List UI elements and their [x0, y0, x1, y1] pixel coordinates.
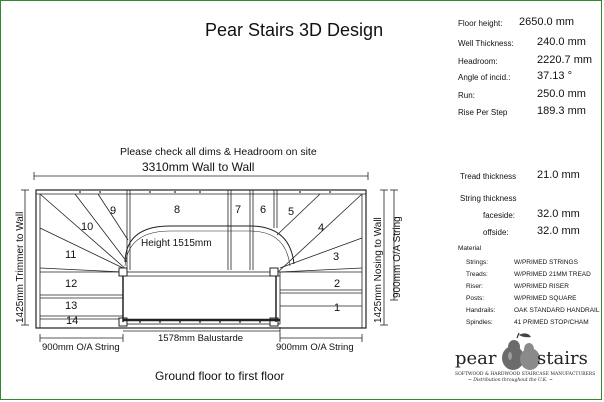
step-number: 7	[235, 204, 242, 216]
spec-label: Headroom:	[458, 57, 498, 66]
material-label: Treads:	[466, 271, 488, 278]
logo-subline: SOFTWOOD & HARDWOOD STAIRCASE MANUFACTURERS	[455, 372, 596, 377]
material-value: OAK STANDARD HANDRAIL	[514, 307, 600, 314]
step-number: 14	[66, 315, 79, 327]
right-string-dimension: 900mm O/A String	[392, 216, 403, 298]
offside-value: 32.0 mm	[537, 225, 580, 237]
wall-to-wall-dimension: 3310mm Wall to Wall	[142, 160, 255, 174]
spec-label: Rise Per Step	[458, 108, 508, 117]
logo-word-stairs: stairs	[537, 348, 588, 369]
step-number: 11	[65, 249, 77, 261]
spec-value: 250.0 mm	[537, 88, 586, 100]
material-value: 41 PRIMED STOP/CHAM	[514, 319, 589, 326]
material-label: Posts:	[466, 295, 485, 302]
material-label: Handrails:	[466, 307, 496, 314]
balustrade-dimension: 1578mm Balustarde	[158, 333, 244, 344]
page-title: Pear Stairs 3D Design	[205, 20, 384, 40]
material-label: Spindles:	[466, 319, 493, 326]
logo-tagline: ~ Distribution throughout the U.K. ~	[468, 378, 553, 383]
spec-value: 240.0 mm	[537, 36, 586, 48]
material-label: Strings:	[466, 259, 489, 266]
floor-caption: Ground floor to first floor	[155, 369, 285, 383]
bottom-left-string-dimension: 900mm O/A String	[42, 342, 120, 353]
step-number: 5	[288, 206, 295, 218]
step-number: 9	[110, 205, 117, 217]
nosing-dimension: 1425mm Nosing to Wall	[373, 217, 384, 323]
step-number: 12	[65, 278, 78, 290]
faceside-value: 32.0 mm	[537, 208, 580, 220]
step-number: 13	[65, 300, 78, 312]
material-value: W/PRIMED STRINGS	[514, 259, 578, 266]
spec-label: Floor height:	[458, 19, 503, 28]
material-value: W/PRIMED 21MM TREAD	[514, 271, 591, 278]
logo-word-pear: pear	[455, 348, 497, 369]
spec-value: 2650.0 mm	[519, 16, 575, 28]
step-number: 8	[174, 204, 181, 216]
spec-value: 189.3 mm	[537, 105, 586, 117]
material-value: W/PRIMED RISER	[514, 283, 569, 290]
tread-thickness-label: Tread thickness	[460, 172, 517, 181]
step-number: 3	[333, 251, 340, 263]
spec-label: Angle of incid.:	[458, 73, 511, 82]
step-number: 10	[81, 221, 94, 233]
spec-label: Well Thickness:	[458, 39, 514, 48]
site-note: Please check all dims & Headroom on site	[120, 146, 317, 158]
step-number: 2	[334, 278, 341, 290]
trimmer-dimension: 1425mm Trimmer to Wall	[15, 211, 26, 323]
tread-thickness-value: 21.0 mm	[537, 169, 580, 181]
step-number: 1	[334, 302, 341, 314]
material-value: W/PRIMED SQUARE	[514, 295, 577, 302]
spec-value: 2220.7 mm	[537, 54, 593, 66]
material-label: Riser:	[466, 283, 483, 290]
faceside-label: faceside:	[483, 211, 516, 220]
bottom-right-string-dimension: 900mm O/A String	[276, 342, 354, 353]
spec-label: Run:	[458, 91, 475, 100]
step-number: 4	[318, 222, 325, 234]
string-thickness-label: String thickness	[460, 194, 517, 203]
offside-label: offside:	[483, 228, 509, 237]
spec-value: 37.13 °	[537, 70, 572, 82]
step-number: 6	[260, 204, 267, 216]
height-label: Height 1515mm	[141, 238, 212, 249]
material-heading: Material	[458, 245, 482, 252]
